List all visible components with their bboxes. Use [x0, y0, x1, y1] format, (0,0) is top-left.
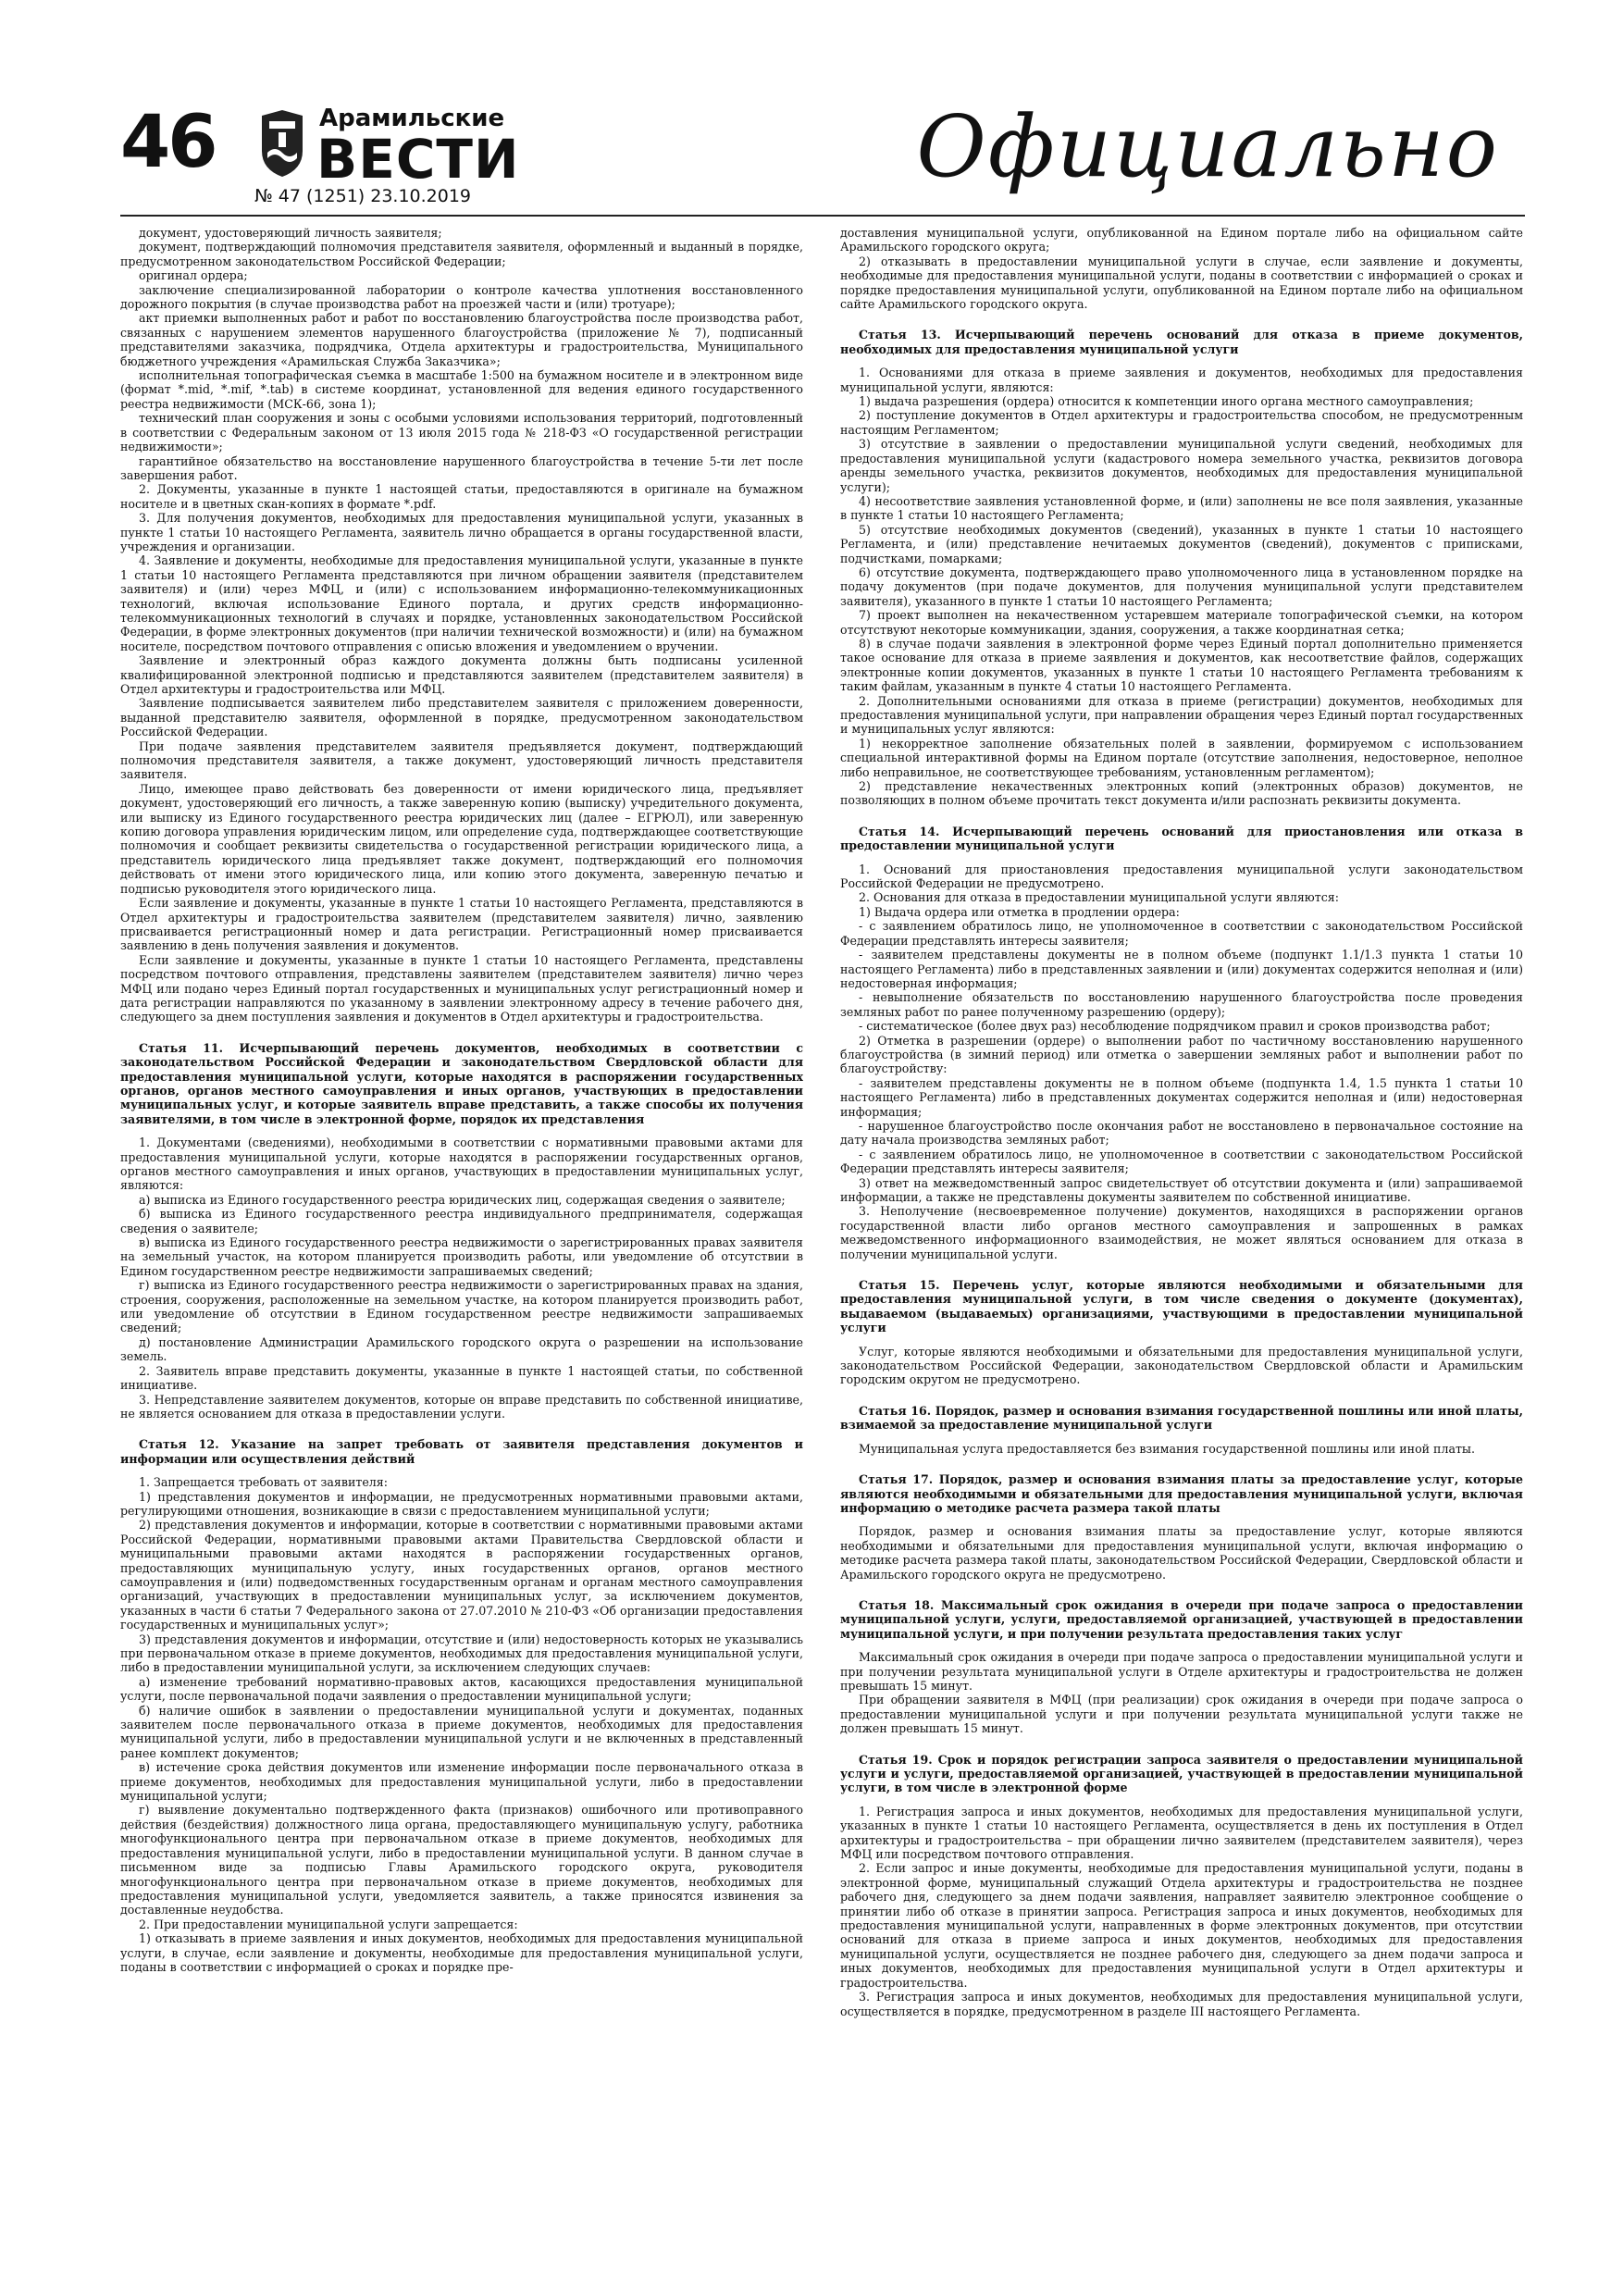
paragraph: 2. Основания для отказа в предоставлении муниципальной услуги являются: — [859, 890, 1339, 905]
paragraph: - заявителем представлены документы не в полном объеме (подпункт 1.1/1.3 пункта 1 статьи 10 настоящего Регламента) либо в представленных заявлении и (или) документах содержится неполная и (или) недостоверная информация; — [840, 948, 1523, 990]
paragraph: 1. Документами (сведениями), необходимыми в соответствии с нормативными правовыми актами для предоставления муниципальной услуги, которые находятся в распоряжении государственных органов, органов местного самоуправления и иных органов, участвующих в предоставлении муниципальных услуг, являются: — [120, 1136, 803, 1193]
paragraph: Услуг, которые являются необходимыми и обязательными для предоставления муниципальной услуги, законодательством Российской Федерации, законодательством Свердловской области и Арамильским городским округом не предусмотрено. — [840, 1344, 1523, 1387]
paragraph: 3. Регистрация запроса и иных документов, необходимых для предоставления муниципальной услуги, осуществляется в порядке, предусмотренном в разделе III настоящего Регламента. — [840, 1990, 1523, 2018]
page-number: 46 — [120, 101, 216, 184]
paragraph: 1) представления документов и информации, не предусмотренных нормативными правовыми актами, регулирующими отношения, возникающие в связи с предоставлением муниципальной услуги; — [120, 1489, 803, 1518]
paragraph: 2) поступление документов в Отдел архитектуры и градостроительства способом, не предусмотренным настоящим Регламентом; — [840, 408, 1523, 437]
paragraph: в) истечение срока действия документов или изменение информации после первоначального отказа в приеме документов, необходимых для предоставления муниципальной услуги, либо в предоставлении муниципальной услуги; — [120, 1760, 803, 1804]
paragraph: 4) несоответствие заявления установленной форме, и (или) заполнены не все поля заявления, указанные в пункте 1 статьи 10 настоящего Регламента; — [840, 493, 1523, 523]
paragraph: 2. При предоставлении муниципальной услуги запрещается: — [139, 1917, 518, 1931]
paragraph: - заявителем представлены документы не в полном объеме (подпункта 1.4, 1.5 пункта 1 статьи 10 настоящего Регламента) либо в представленных документах содержится неполная и (или) недостоверная информация; — [840, 1075, 1523, 1119]
paragraph: 2. Дополнительными основаниями для отказа в приеме (регистрации) документов, необходимых для предоставления муниципальной услуги, при направлении обращения через Единый портал государственных и муниципальных услуг являются: — [840, 693, 1523, 737]
paragraph: 1) отказывать в приеме заявления и иных документов, необходимых для предоставления муниципальной услуги, в случае, если заявление и документы, необходимые для предоставления муниципальной услуги, поданы в соответствии с информацией о сроках и порядке пре- — [120, 1931, 803, 1974]
paragraph: 2) представление некачественных электронных копий (электронных образов) документов, не позволяющих в полном объеме прочитать текст документа и/или распознать реквизиты документа. — [840, 779, 1523, 808]
paragraph: гарантийное обязательство на восстановление нарушенного благоустройства в течение 5-ти лет после завершения работ. — [120, 453, 803, 482]
masthead — [120, 97, 1527, 208]
paragraph: а) изменение требований нормативно-правовых актов, касающихся предоставления муниципальной услуги, после первоначальной подачи заявления о предоставлении муниципальной услуги; — [120, 1674, 803, 1704]
paragraph: 1) некорректное заполнение обязательных полей в заявлении, формируемом с использованием специальной интерактивной формы на Едином портале (отсутствие заполнения, недостоверное, неполное либо неправильное, не соответствующее требованиям, установленным регламентом); — [840, 736, 1523, 779]
paragraph: б) выписка из Единого государственного реестра индивидуального предпринимателя, содержащая сведения о заявителе; — [120, 1207, 803, 1235]
paragraph: 4. Заявление и документы, необходимые для предоставления муниципальной услуги, указанные в пункте 1 статьи 10 настоящего Регламента представляются при личном обращении заявителя (представителем заявителя) и (или) через МФЦ, и (или) с использованием информационно-телекоммуникационных технологий, включая использование Единого портала, и других средств информационно-телекоммуникационных технологий в случаях и порядке, установленных законодательством Российской Федерации, в форме электронных документов (при наличии технической возможности) и (или) на бумажном носителе, посредством почтового отправления с описью вложения и уведомлением о вручении. — [120, 553, 803, 653]
paragraph: 3. Неполучение (несвоевременное получение) документов, находящихся в распоряжении органов государственной власти либо органов местного самоуправления и запрошенных в рамках межведомственного информационного взаимодействия, не может являться основанием для отказа в получении муниципальной услуги. — [840, 1204, 1523, 1261]
paragraph: 1. Основаниями для отказа в приеме заявления и документов, необходимых для предоставления муниципальной услуги, являются: — [840, 366, 1523, 394]
paragraph: 3. Для получения документов, необходимых для предоставления муниципальной услуги, указанных в пункте 1 статьи 10 настоящего Регламента, заявитель лично обращается в органы государственной власти, учреждения и организации. — [120, 511, 803, 553]
article-heading: Статья 15. Перечень услуг, которые являются необходимыми и обязательными для предоставления муниципальной услуги, в том числе сведения о документе (документах), выдаваемом (выдаваемых) организациями, участвующими в предоставлении муниципальной услуги — [840, 1278, 1523, 1335]
paragraph: 2) Отметка в разрешении (ордере) о выполнении работ по частичному восстановлению нарушенного благоустройства (в зимний период) или отметка о завершении земляных работ и выполнении работ по благоустройству: — [840, 1033, 1523, 1076]
paragraph: документ, подтверждающий полномочия представителя заявителя, оформленный и выданный в порядке, предусмотренном законодательством Российской Федерации; — [120, 240, 803, 268]
paragraph: 1) Выдача ордера или отметка в продлении ордера: — [859, 904, 1180, 919]
paragraph: г) выписка из Единого государственного реестра недвижимости о зарегистрированных правах на здания, строения, сооружения, расположенные на земельном участке, на котором планируется производить работ, или уведомление об отсутствии в Едином государственном реестре недвижимости запрашиваемых сведений; — [120, 1278, 803, 1335]
paragraph: 5) отсутствие необходимых документов (сведений), указанных в пункте 1 статьи 10 настоящего Регламента, и (или) представление нечитаемых документов (сведений), документов с приписками, подчистками, помарками; — [840, 522, 1523, 565]
paragraph: 2. Если запрос и иные документы, необходимые для предоставления муниципальной услуги, поданы в электронной форме, муниципальный служащий Отдела архитектуры и градостроительства не позднее рабочего дня, следующего за днем подачи заявления, направляет заявителю электронное сообщение о принятии либо об отказе в принятии запроса. Регистрация запроса и иных документов, необходимых для предоставления муниципальной услуги, направленных в форме электронных документов, при отсутствии оснований для отказа в приеме запроса и иных документов, необходимых для предоставления муниципальной услуги, осуществляется не позднее рабочего дня, следующего за днем подачи запроса и иных документов, необходимых для предоставления муниципальной услуги в Отдел архитектуры и градостроительства. — [840, 1861, 1523, 1990]
paragraph: 6) отсутствие документа, подтверждающего право уполномоченного лица в установленном порядке на подачу документов (при подаче документов, для получения муниципальной услуги представителем заявителя), указанного в пункте 1 статьи 10 настоящего Регламента; — [840, 565, 1523, 608]
article-heading: Статья 12. Указание на запрет требовать от заявителя представления документов и информации или осуществления действий — [120, 1437, 803, 1466]
article-heading: Статья 11. Исчерпывающий перечень документов, необходимых в соответствии с законодательством Российской Федерации и законодательством Свердловской области для предоставления муниципальной услуги, которые находятся в распоряжении государственных органов, органов местного самоуправления и иных органов, участвующих в предоставлении муниципальных услуг, и которые заявитель вправе представить, а также способы их получения заявителями, в том числе в электронной форме, порядок их представления — [120, 1040, 803, 1126]
article-heading: Статья 19. Срок и порядок регистрации запроса заявителя о предоставлении муниципальной услуги и услуги, предоставляемой организацией, участвующей в предоставлении муниципальной услуги, в том числе в электронной форме — [840, 1752, 1523, 1795]
brand-name: ВЕСТИ — [316, 128, 520, 191]
article-heading: Статья 16. Порядок, размер и основания взимания государственной пошлины или иной платы, взимаемой за предоставление муниципальной услуги — [840, 1403, 1523, 1433]
paragraph: - с заявлением обратилось лицо, не уполномоченное в соответствии с законодательством Российской Федерации представлять интересы заявителя; — [840, 919, 1523, 948]
paragraph: Заявление подписывается заявителем либо представителем заявителя с приложением доверенности, выданной представителю заявителя, оформленной в порядке, предусмотренном законодательством Российской Федерации. — [120, 696, 803, 739]
paragraph: 3) представления документов и информации, отсутствие и (или) недостоверность которых не указывались при первоначальном отказе в приеме документов, необходимых для предоставления муниципальной услуги, либо в предоставлении муниципальной услуги, за исключением следующих случаев: — [120, 1632, 803, 1675]
section-title: Официально — [916, 97, 1499, 196]
paragraph: Порядок, размер и основания взимания платы за предоставление услуг, которые являются необходимыми и обязательными для предоставления муниципальной услуги, включая информацию о методике расчета размера такой платы, законодательством Российской Федерации, Свердловской области и Арамильского городского округа не предусмотрено. — [840, 1524, 1523, 1582]
paragraph: 1. Регистрация запроса и иных документов, необходимых для предоставления муниципальной услуги, указанных в пункте 1 статьи 10 настоящего Регламента, осуществляется в день их поступления в Отдел архитектуры и градостроительства – при обращении лично заявителем (представителем заявителя), через МФЦ или посредством почтового отправления. — [840, 1804, 1523, 1862]
paragraph: Если заявление и документы, указанные в пункте 1 статьи 10 настоящего Регламента, представлены посредством почтового отправления, представлены заявителем (представителем заявителя) лично через МФЦ или подано через Единый портал государственных и муниципальных услуг регистрационный номер и дата регистрации направляются по указанному в заявлении электронному адресу в течение рабочего дня, следующего за днем поступления заявления и документов в Отдел архитектуры и градостроительства. — [120, 952, 803, 1024]
paragraph: 1. Оснований для приостановления предоставления муниципальной услуги законодательством Российской Федерации не предусмотрено. — [840, 862, 1523, 891]
paragraph: - нарушенное благоустройство после окончания работ не восстановлено в первоначальное состояние на дату начала производства земляных работ; — [840, 1118, 1523, 1148]
paragraph: исполнительная топографическая съемка в масштабе 1:500 на бумажном носителе и в электронном виде (формат *.mid, *.mif, *.tab) в системе координат, установленной для ведения единого государственного реестра недвижимости (МСК-66, зона 1); — [120, 368, 803, 411]
paragraph: 7) проект выполнен на некачественном устаревшем материале топографической съемки, на котором отсутствуют некоторые коммуникации, здания, сооружения, а также координатная сетка; — [840, 608, 1523, 637]
paragraph: оригинал ордера; — [139, 268, 248, 283]
paragraph: 3) ответ на межведомственный запрос свидетельствует об отсутствии документа и (или) запрашиваемой информации, а также не представлены документы заявителем по собственной инициативе. — [840, 1175, 1523, 1204]
brand-top: Арамильские — [319, 105, 505, 132]
article-heading: Статья 13. Исчерпывающий перечень оснований для отказа в приеме документов, необходимых для предоставления муниципальной услуги — [840, 328, 1523, 356]
article-heading: Статья 18. Максимальный срок ожидания в очереди при подаче запроса о предоставлении муниципальной услуги, услуги, предоставляемой организацией, участвующей в предоставлении муниципальной услуги, и при получении результата предоставления таких услуг — [840, 1597, 1523, 1641]
paragraph: 8) в случае подачи заявления в электронной форме через Единый портал дополнительно применяется такое основание для отказа в приеме заявления и документов, как несоответствие файлов, содержащих электронные копии документов, указанных в пункте 1 статьи 10 настоящего Регламента требованиям к таким файлам, указанным в пункте 4 статьи 10 настоящего Регламента. — [840, 636, 1523, 694]
article-heading: Статья 14. Исчерпывающий перечень оснований для приостановления или отказа в предоставлении муниципальной услуги — [840, 824, 1523, 853]
left-column — [120, 226, 803, 2243]
paragraph: - систематическое (более двух раз) несоблюдение подрядчиком правил и сроков производства работ; — [859, 1019, 1491, 1034]
paragraph: г) выявление документально подтвержденного факта (признаков) ошибочного или противоправного действия (бездействия) должностного лица органа, предоставляющего муниципальную услугу, работника многофункционального центра при первоначальном отказе в приеме документов, необходимых для предоставления муниципальной услуги, либо в предоставлении муниципальной услуги. В данном случае в письменном виде за подписью Главы Арамильского городского округа, руководителя многофункционального центра при первоначальном отказе в приеме документов, необходимых для предоставления муниципальной услуги, уведомляется заявитель, а также приносятся извинения за доставленные неудобства. — [120, 1803, 803, 1917]
paragraph: Максимальный срок ожидания в очереди при подаче запроса о предоставлении муниципальной услуги и при получении результата муниципальной услуги в Отделе архитектуры и градостроительства не должен превышать 15 минут. — [840, 1650, 1523, 1693]
paragraph: 2) представления документов и информации, которые в соответствии с нормативными правовыми актами Российской Федерации, нормативными правовыми актами Правительства Свердловской области и муниципальными правовыми актами находятся в распоряжении государственных органов, предоставляющих муниципальную услугу, иных государственных органов, органов местного самоуправления и (или) подведомственных государственным органам и органам местного самоуправления организаций, участвующих в предоставлении муниципальных услуг, за исключением документов, указанных в части 6 статьи 7 Федерального закона от 27.07.2010 № 210-ФЗ «Об организации предоставления государственных и муниципальных услуг»; — [120, 1518, 803, 1632]
article-heading: Статья 17. Порядок, размер и основания взимания платы за предоставление услуг, которые являются необходимыми и обязательными для предоставления муниципальной услуги, включая информацию о методике расчета размера такой платы — [840, 1472, 1523, 1515]
paragraph: При подаче заявления представителем заявителя предъявляется документ, подтверждающий полномочия представителя заявителя, а также документ, удостоверяющий личность представителя заявителя. — [120, 738, 803, 782]
paragraph: - невыполнение обязательств по восстановлению нарушенного благоустройства после проведения земляных работ по ранее полученному разрешению (ордеру); — [840, 990, 1523, 1019]
paragraph: в) выписка из Единого государственного реестра недвижимости о зарегистрированных правах заявителя на земельный участок, на котором планируется производить работы, или уведомление об отсутствии в Едином государственном реестре недвижимости запрашиваемых сведений; — [120, 1235, 803, 1278]
paragraph: акт приемки выполненных работ и работ по восстановлению благоустройства после производства работ, связанных с нарушением элементов нарушенного благоустройства (приложение № 7), подписанный представителями заказчика, подрядчика, Отдела архитектуры и градостроительства, Муниципального бюджетного учреждения «Арамильская Служба Заказчика»; — [120, 311, 803, 368]
paragraph: 1. Запрещается требовать от заявителя: — [139, 1475, 388, 1490]
paragraph: д) постановление Администрации Арамильского городского округа о разрешении на использование земель. — [120, 1334, 803, 1364]
paragraph: 2. Заявитель вправе представить документы, указанные в пункте 1 настоящей статьи, по собственной инициативе. — [120, 1363, 803, 1393]
paragraph: технический план сооружения и зоны с особыми условиями использования территорий, подготовленный в соответствии с Федеральным законом от 13 июля 2015 года № 218-ФЗ «О государственной регистрации недвижимости»; — [120, 411, 803, 454]
paragraph: Лицо, имеющее право действовать без доверенности от имени юридического лица, предъявляет документ, удостоверяющий его личность, а также заверенную копию (выписку) учредительного документа, или выписку из Единого государственного реестра юридических лиц (далее – ЕГРЮЛ), или заверенную копию договора управления юридическим лицом, или определение суда, подтверждающее соответствующие полномочия и сообщает реквизиты свидетельства о государственной регистрации юридического лица, а представитель юридического лица предъявляет также документ, подтверждающий его полномочия действовать от имени этого юридического лица, или копию этого документа, заверенную печатью и подписью руководителя этого юридического лица. — [120, 781, 803, 896]
paragraph: Если заявление и документы, указанные в пункте 1 статьи 10 настоящего Регламента, представляются в Отдел архитектуры и градостроительства заявителем (представителем заявителя) лично, заявлению присваивается регистрационный номер и дата регистрации. Регистрационный номер присваивается заявлению в день получения заявления и документов. — [120, 896, 803, 953]
paragraph: заключение специализированной лаборатории о контроле качества уплотнения восстановленного дорожного покрытия (в случае производства работ на проезжей части и (или) тротуаре); — [120, 282, 803, 312]
paragraph: 3) отсутствие в заявлении о предоставлении муниципальной услуги сведений, необходимых для предоставления муниципальной услуги (кадастрового номера земельного участка, реквизитов договора аренды земельного участка, реквизитов документов, необходимых для предоставления муниципальной услуги); — [840, 437, 1523, 494]
header-rule — [120, 215, 1525, 217]
paragraph: б) наличие ошибок в заявлении о предоставлении муниципальной услуги и документах, поданных заявителем после первоначального отказа в приеме документов, необходимых для предоставления муниципальной услуги, либо в предоставлении муниципальной услуги и не включенных в представленный ранее комплект документов; — [120, 1703, 803, 1760]
paragraph: Муниципальная услуга предоставляется без взимания государственной пошлины или иной платы. — [859, 1441, 1475, 1456]
paragraph: Заявление и электронный образ каждого документа должны быть подписаны усиленной квалифицированной электронной подписью и представляются заявителем (представителем заявителя) в Отдел архитектуры и градостроительства или МФЦ. — [120, 653, 803, 696]
paragraph: а) выписка из Единого государственного реестра юридических лиц, содержащая сведения о заявителе; — [139, 1192, 786, 1207]
paragraph: - с заявлением обратилось лицо, не уполномоченное в соответствии с законодательством Российской Федерации представлять интересы заявителя; — [840, 1147, 1523, 1176]
paragraph: 1) выдача разрешения (ордера) относится к компетенции иного органа местного самоуправления; — [859, 394, 1474, 409]
issue-info: № 47 (1251) 23.10.2019 — [254, 186, 472, 206]
right-column — [840, 226, 1523, 2243]
paragraph: 2) отказывать в предоставлении муниципальной услуги в случае, если заявление и документы, необходимые для предоставления муниципальной услуги, поданы в соответствии с информацией о сроках и порядке предоставления муниципальной услуги, опубликованной на Едином портале либо на официальном сайте Арамильского городского округа. — [840, 254, 1523, 312]
paragraph: доставления муниципальной услуги, опубликованной на Едином портале либо на официальном сайте Арамильского городского округа; — [840, 226, 1523, 254]
paragraph: документ, удостоверяющий личность заявителя; — [139, 226, 442, 240]
paragraph: 3. Непредставление заявителем документов, которые он вправе представить по собственной инициативе, не является основанием для отказа в предоставлении услуги. — [120, 1392, 803, 1421]
paragraph: 2. Документы, указанные в пункте 1 настоящей статьи, предоставляются в оригинале на бумажном носителе и в цветных скан-копиях в формате *.pdf. — [120, 482, 803, 511]
paragraph: При обращении заявителя в МФЦ (при реализации) срок ожидания в очереди при подаче запроса о предоставлении муниципальной услуги и при получении результата муниципальной услуги также не должен превышать 15 минут. — [840, 1693, 1523, 1736]
